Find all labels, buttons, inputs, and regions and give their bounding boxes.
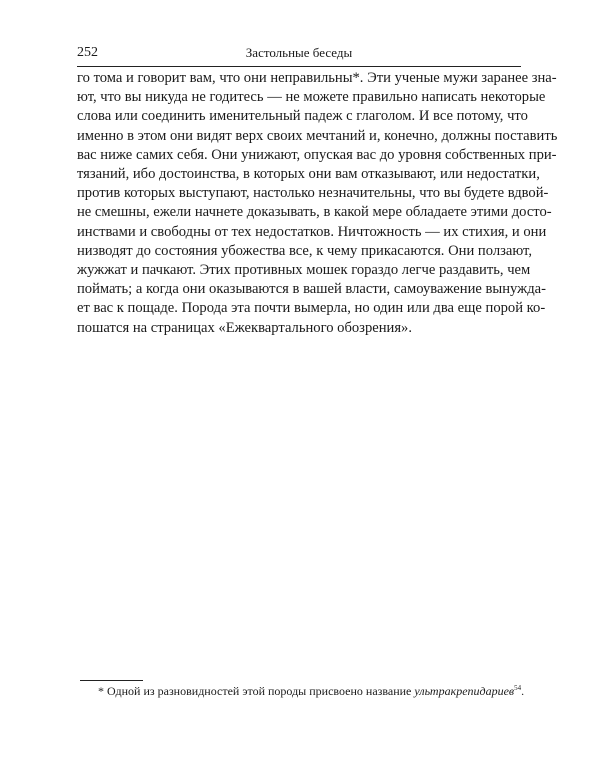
text-line: вас ниже самих себя. Они унижают, опуская вас до уровня собственных при- <box>77 146 557 163</box>
body-paragraph <box>77 69 558 338</box>
text-line: не смешны, ежели начнете доказывать, в какой мере обладаете этими досто- <box>77 204 552 221</box>
text-line: го тома и говорит вам, что они неправильны*. Эти ученые мужи заранее зна- <box>77 70 557 86</box>
running-title: Застольные беседы <box>245 45 353 60</box>
footnote-text: Одной из разновидностей этой породы присвоено название <box>107 684 412 698</box>
footnote-end: . <box>521 684 525 698</box>
text-line: тязаний, ибо достоинства, в которых они вам отказывают, или недостатки, <box>77 166 540 183</box>
text-line: именно в этом они видят верх своих мечтаний и, конечно, должны поставить <box>77 127 558 144</box>
footnote <box>98 684 524 699</box>
text-line: ет вас к пощаде. Порода эта почти вымерла, но один или два еще порой ко- <box>77 300 546 317</box>
text-line: пошатся на страницах «Ежеквартального обозрения». <box>77 319 412 336</box>
text-line: жужжат и пачкают. Этих противных мошек гораздо легче раздавить, чем <box>77 262 531 279</box>
page-number: 252 <box>77 45 98 60</box>
text-line: слова или соединить именительный падеж с глаголом. И все потому, что <box>77 108 528 125</box>
text-line: против которых выступают, настолько незначительны, что вы будете вдвой- <box>77 185 549 202</box>
footnote-marker: * <box>98 684 104 698</box>
running-head <box>77 45 521 65</box>
text-line: инствами и свободны от тех недостатков. Ничтожность — их стихия, и они <box>77 223 547 240</box>
footnote-reference: 54 <box>514 684 522 692</box>
text-line: ют, что вы никуда не годитесь — не можете правильно написать некоторые <box>77 89 546 106</box>
header-rule <box>77 66 521 67</box>
footnote-rule <box>80 680 143 681</box>
footnote-term: ультракрепидариев <box>414 684 515 698</box>
text-line: низводят до состояния убожества все, к чему прикасаются. Они ползают, <box>77 242 532 259</box>
text-line: поймать; а когда они оказываются в вашей власти, самоуважение вынужда- <box>77 281 546 298</box>
